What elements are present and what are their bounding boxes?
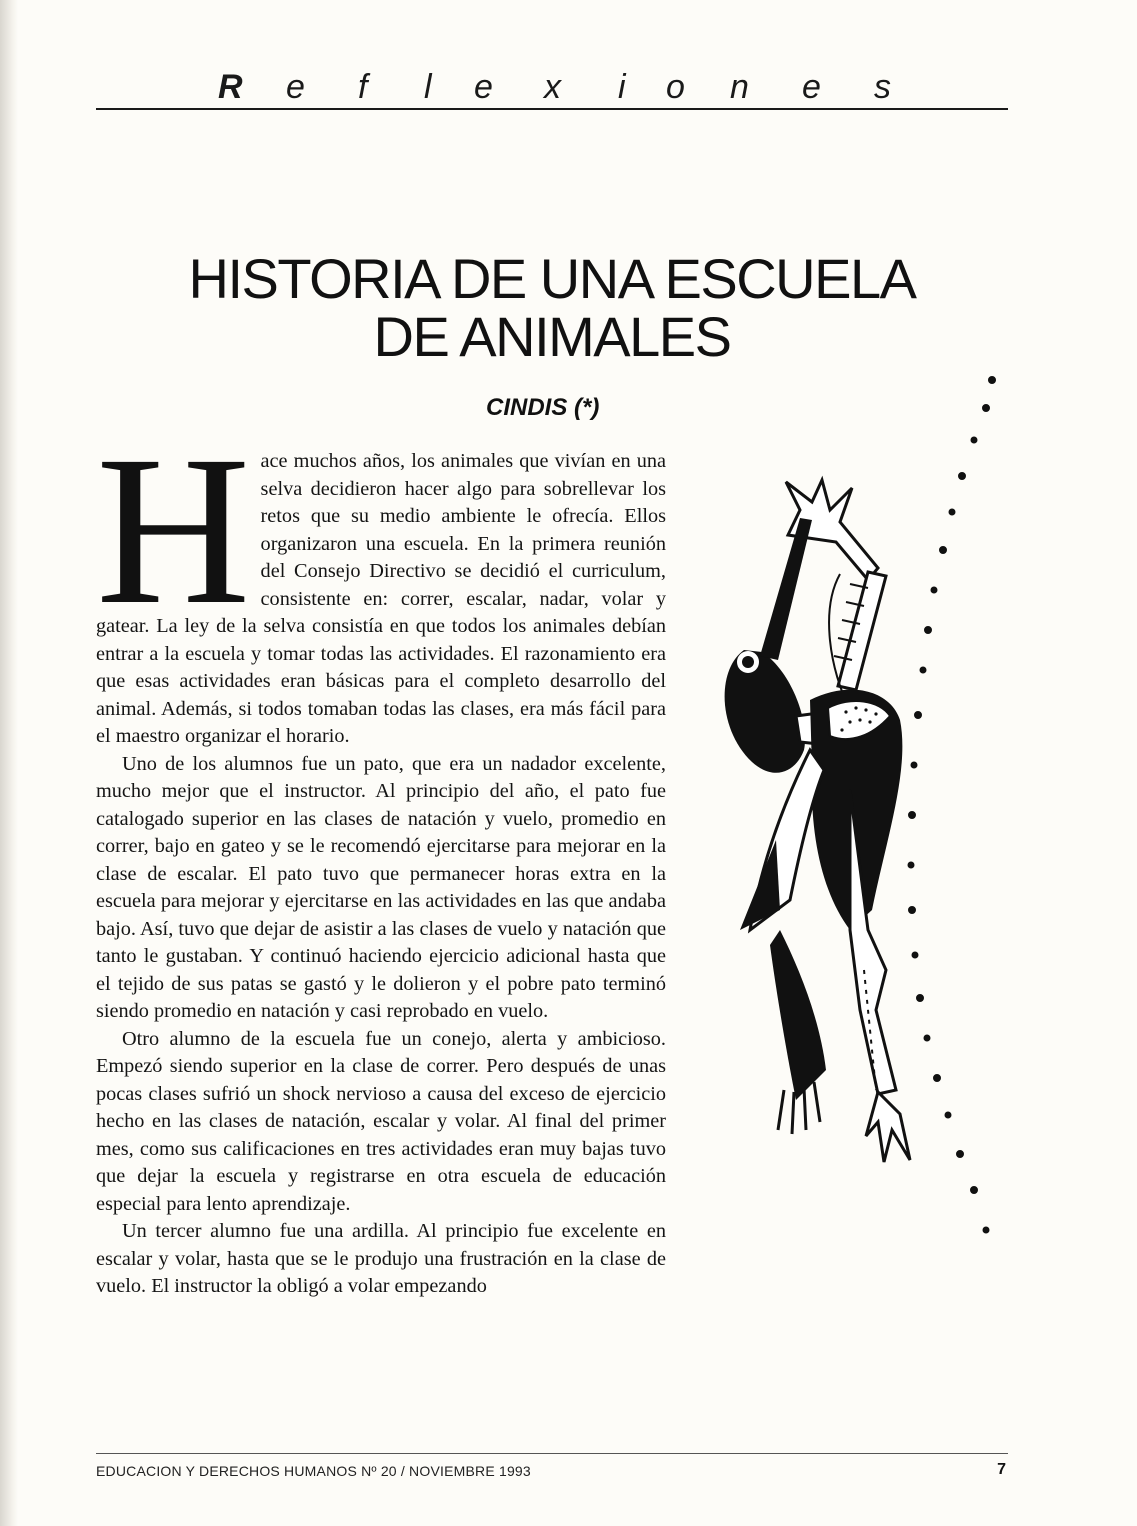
section-header [96, 68, 1008, 110]
body-speckle [854, 706, 857, 709]
title-line-1: HISTORIA DE UNA ESCUELA [188, 247, 916, 310]
ink-dot [912, 952, 918, 958]
article-paragraph [96, 412, 666, 751]
article-body [96, 412, 666, 1301]
section-letter: n [730, 68, 749, 106]
section-letter: e [802, 68, 821, 106]
body-speckle [868, 720, 871, 723]
page-number: 7 [997, 1461, 1006, 1478]
section-letter: o [666, 68, 685, 106]
section-letter: l [424, 68, 432, 106]
ink-dot [957, 1151, 964, 1158]
ink-dot [931, 587, 937, 593]
ink-dot [971, 437, 977, 443]
ink-dot [909, 812, 916, 819]
section-title [96, 68, 1008, 108]
article-title [96, 247, 1008, 368]
ink-dot [983, 1227, 989, 1233]
ink-dot [945, 1112, 951, 1118]
publication-info: EDUCACION Y DERECHOS HUMANOS Nº 20 / NOVIEMBRE 1993 [96, 1463, 531, 1479]
paragraph-text: ace muchos años, los animales que vivían en una selva decidieron hacer algo para sobrellevar los retos que su medio ambiente le ofrecía. Ellos organizaron una escuela. En la primera reunión del Consejo Directivo se decidió el curriculum, consistente en: correr, escalar, nadar, volar y gatear. La ley de la selva consistía en que todos los animales debían entrar a la escuela y tomar todas las actividades. El razonamiento era que esas actividades eran básicas para el completo desarrollo del animal. Además, si todos tomaban todas las clases, era más fácil para el maestro organizar el horario. [96, 450, 666, 747]
ink-dot [934, 1075, 941, 1082]
ink-dot [940, 547, 947, 554]
body-speckle [848, 720, 851, 723]
section-letter: s [874, 68, 891, 106]
ink-dot [920, 667, 926, 673]
body-speckle [858, 718, 861, 721]
ink-dot [909, 907, 916, 914]
ink-dot [925, 627, 932, 634]
ink-dot [915, 712, 922, 719]
page-footer [96, 1453, 1008, 1480]
body-speckle [840, 728, 843, 731]
ink-dot [924, 1035, 930, 1041]
ink-dot [989, 377, 996, 384]
body-speckle [844, 710, 847, 713]
section-letter: i [618, 68, 626, 106]
ink-dot [911, 762, 917, 768]
ink-dot [959, 473, 966, 480]
bird-illustration-icon [700, 370, 1010, 1250]
article-paragraph: Uno de los alumnos fue un pato, que era un nadador excelente, mucho mejor que el instructor. Al principio del año, el pato fue catalogado superior en las clases de natación y vuelo, promedio en correr, bajo en gateo y se le recomendó ejercitarse para mejorar en la clase de escalar. El pato tuvo que permanecer horas extra en la escuela para mejorar y ejercitarse en las actividades en las que andaba bajo. Así, tuvo que dejar de asistir a las clases de vuelo y natación que tanto le gustaban. Y continuó haciendo ejercicio adicional hasta que el tejido de sus patas se gastó y le dolieron y el pobre pato terminó siendo promedio en natación y casi reprobado en vuelo. [96, 752, 666, 1022]
bird-figure [786, 480, 886, 710]
section-letter: e [474, 68, 493, 106]
section-letter: R [218, 68, 243, 106]
article-byline: CINDIS (*) [486, 394, 600, 421]
body-speckle [864, 708, 867, 711]
section-letter: x [544, 68, 561, 106]
ink-dot [949, 509, 955, 515]
ink-dot [908, 862, 914, 868]
title-line-2: DE ANIMALES [373, 305, 731, 368]
body-speckle [874, 712, 877, 715]
section-letter: f [358, 68, 368, 106]
drop-cap: H [96, 412, 251, 649]
ink-dot [983, 405, 990, 412]
ink-dot [971, 1187, 978, 1194]
ink-dot [917, 995, 924, 1002]
section-letter: e [286, 68, 305, 106]
article-paragraph: Un tercer alumno fue una ardilla. Al principio fue excelente en escalar y volar, hasta que se le produjo una frustración en la clase de vuelo. El instructor la obligó a volar empezando [96, 1220, 666, 1297]
article-paragraph: Otro alumno de la escuela fue un conejo, alerta y ambicioso. Empezó siendo superior en la clase de correr. Pero después de unas pocas clases sufrió un shock nervioso a causa del exceso de ejercicio hecho en las clases de natación, escalar y volar. Al final del primer mes, como sus calificaciones en tres actividades eran muy bajas tuvo que dejar la escuela y registrarse en otra escuela de educación especial para lento aprendizaje. [96, 1027, 666, 1215]
page-spine-shadow [0, 0, 18, 1526]
